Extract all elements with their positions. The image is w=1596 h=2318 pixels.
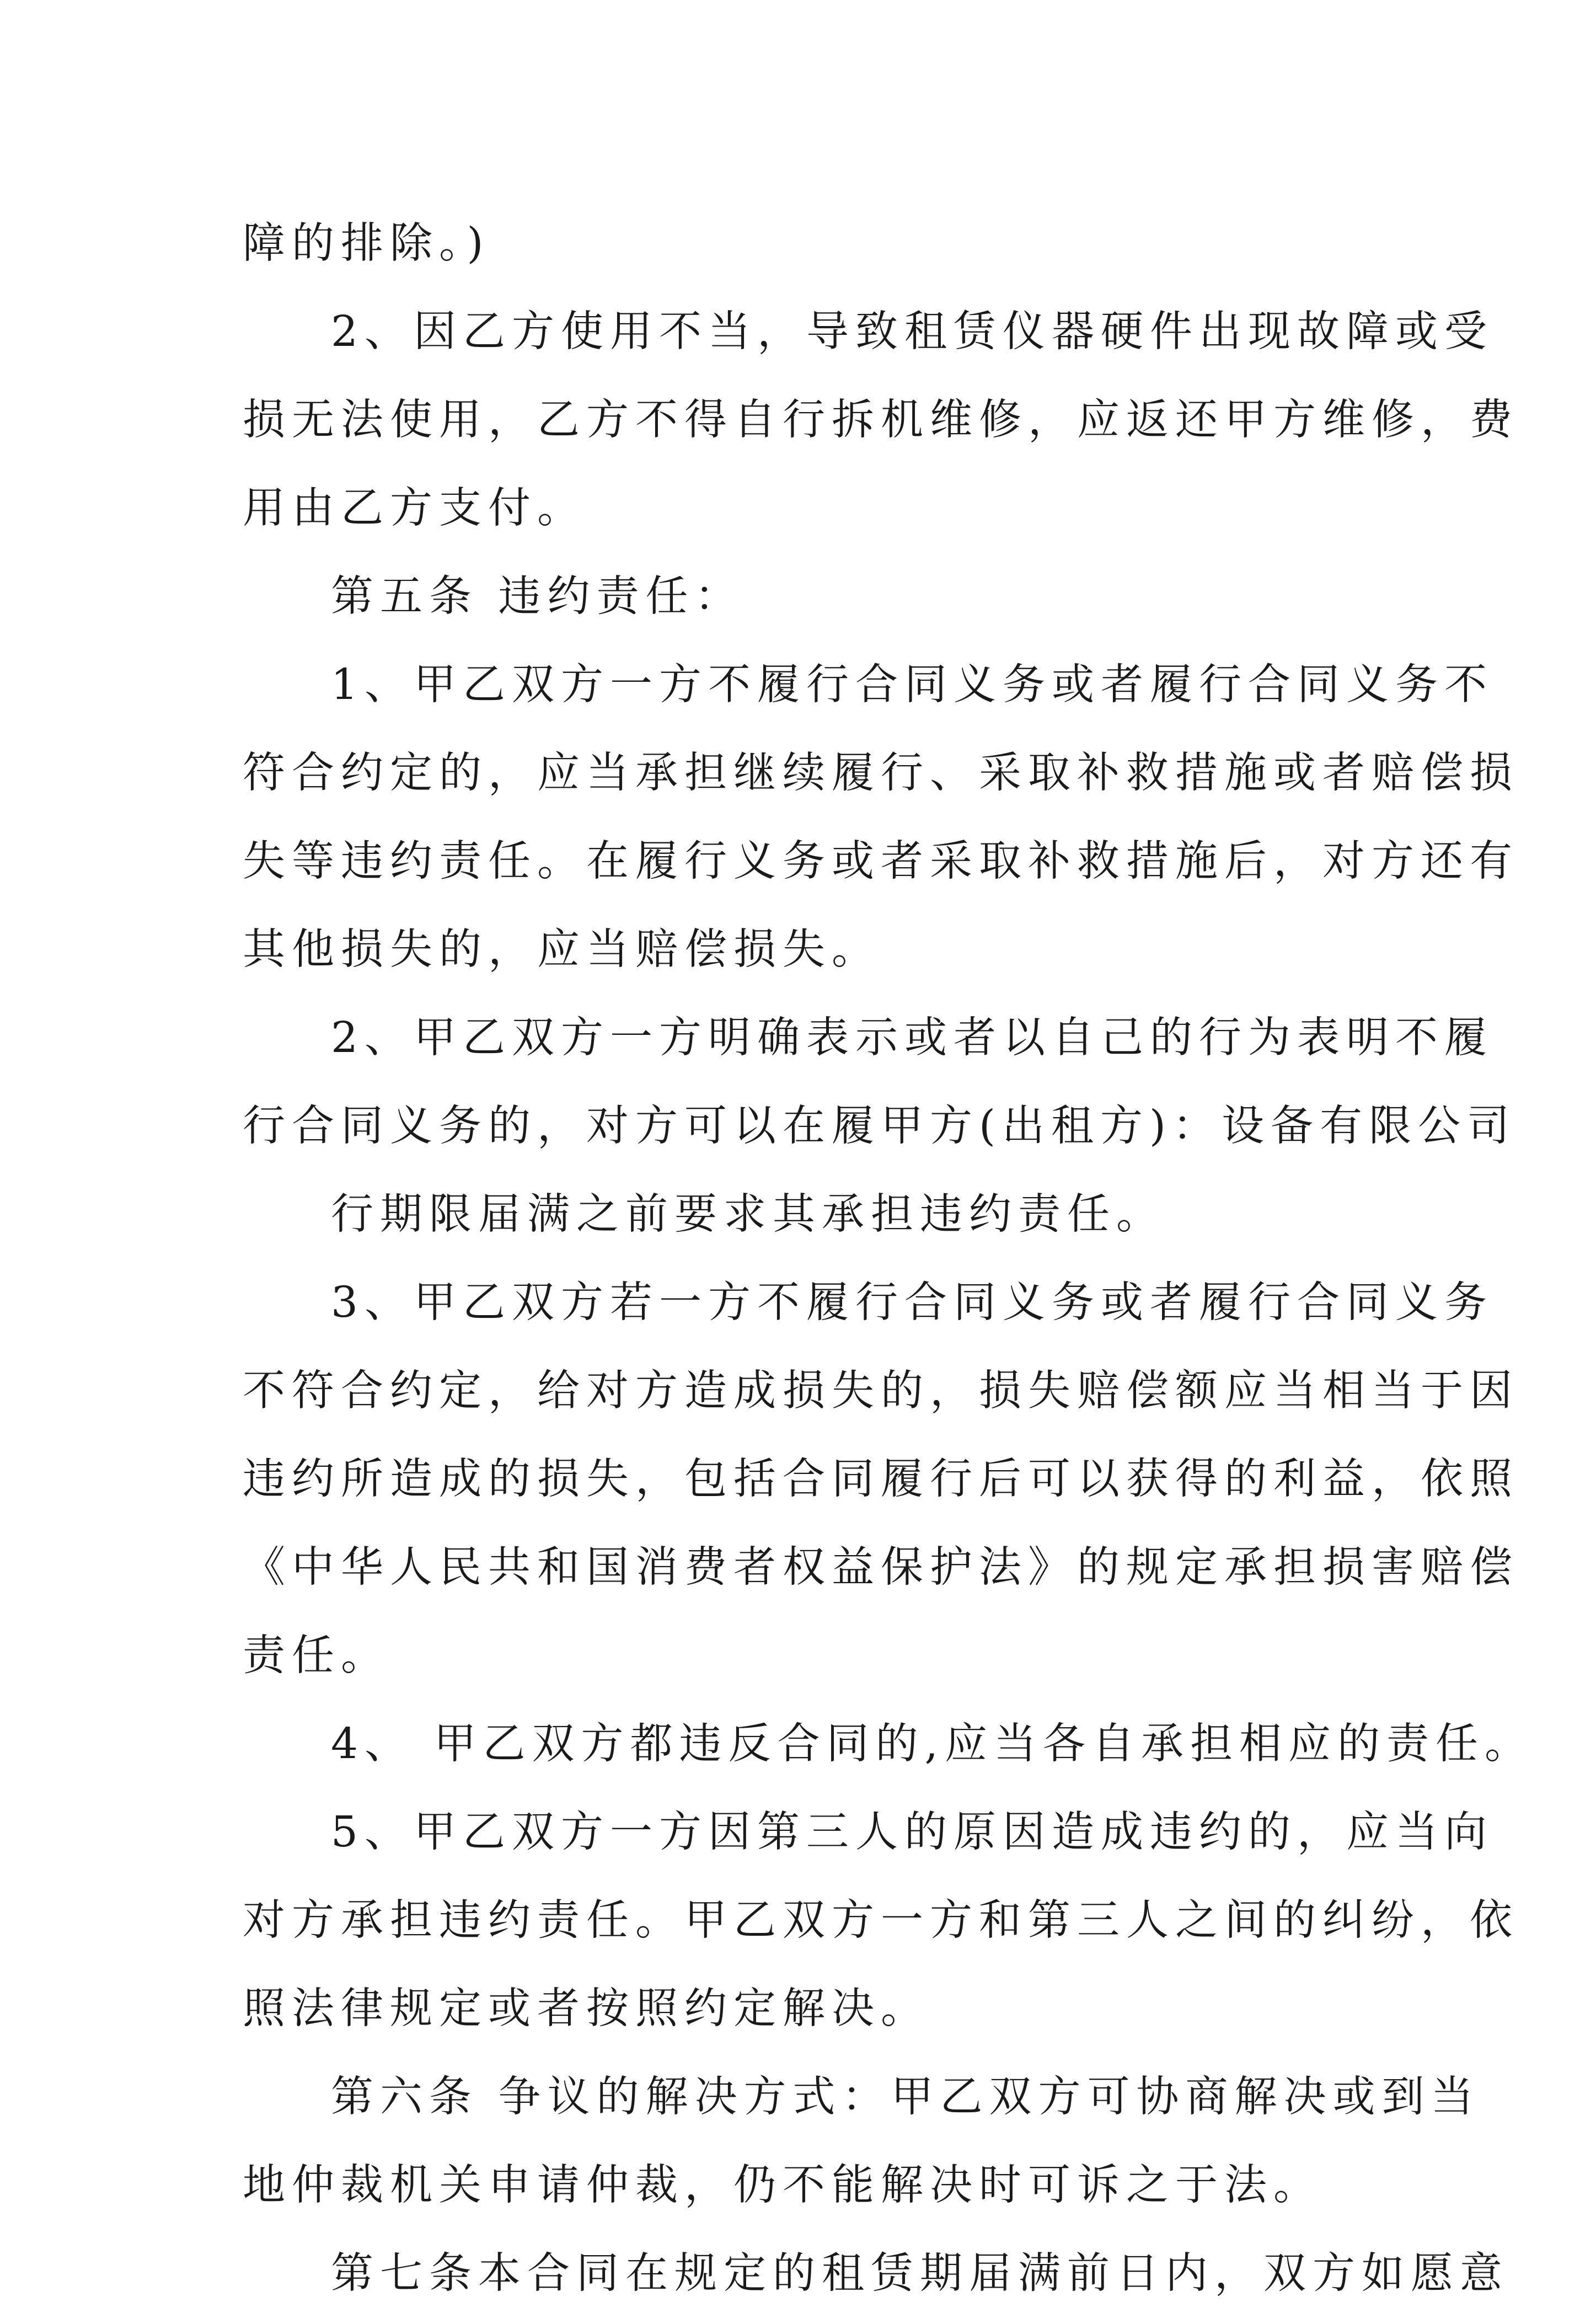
text-line: 违约所造成的损失，包括合同履行后可以获得的利益，依照 [243, 1455, 1519, 1504]
text-line: 不符合约定，给对方造成损失的，损失赔偿额应当相当于因 [243, 1366, 1519, 1416]
text-line: 符合约定的，应当承担继续履行、采取补救措施或者赔偿损 [243, 749, 1519, 798]
text-line: 行合同义务的，对方可以在履甲方(出租方)：设备有限公司 [243, 1102, 1517, 1151]
contract-text-body [243, 200, 1534, 2318]
text-line: 障的排除。) [243, 219, 490, 268]
section-heading: 第五条 违约责任： [331, 572, 744, 621]
text-line: 用由乙方支付。 [243, 484, 586, 533]
text-line: 对方承担违约责任。甲乙双方一方和第三人之间的纠纷，依 [243, 1896, 1519, 1945]
section-heading: 第六条 争议的解决方式：甲乙双方可协商解决或到当 [331, 2073, 1480, 2122]
text-line: 《中华人民共和国消费者权益保护法》的规定承担损害赔偿 [243, 1543, 1519, 1592]
text-line: 4、 甲乙双方都违反合同的,应当各自承担相应的责任。 [331, 1719, 1534, 1769]
text-line: 损无法使用，乙方不得自行拆机维修，应返还甲方维修，费 [243, 396, 1519, 445]
text-line: 2、因乙方使用不当，导致租赁仪器硬件出现故障或受 [331, 307, 1493, 356]
text-line: 2、甲乙双方一方明确表示或者以自己的行为表明不履 [331, 1013, 1493, 1062]
text-line: 地仲裁机关申请仲裁，仍不能解决时可诉之于法。 [243, 2161, 1322, 2210]
text-line: 3、甲乙双方若一方不履行合同义务或者履行合同义务 [331, 1278, 1493, 1327]
text-line: 失等违约责任。在履行义务或者采取补救措施后，对方还有 [243, 837, 1519, 886]
text-line: 1、甲乙双方一方不履行合同义务或者履行合同义务不 [331, 660, 1493, 709]
text-line: 行期限届满之前要求其承担违约责任。 [331, 1190, 1165, 1239]
section-heading: 第七条本合同在规定的租赁期届满前日内，双方如愿意 [331, 2249, 1509, 2298]
text-line: 照法律规定或者按照约定解决。 [243, 1984, 930, 2033]
text-line: 5、甲乙双方一方因第三人的原因造成违约的，应当向 [331, 1808, 1493, 1857]
text-line: 其他损失的，应当赔偿损失。 [243, 925, 881, 974]
text-line: 责任。 [243, 1631, 390, 1680]
